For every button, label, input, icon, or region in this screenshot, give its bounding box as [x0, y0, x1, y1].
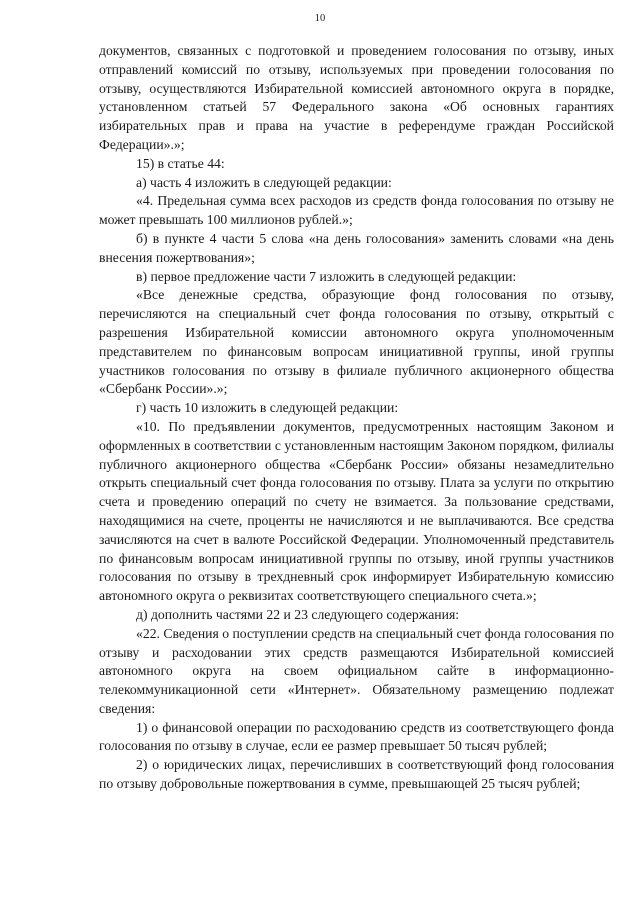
- paragraph-subitem-a: а) часть 4 изложить в следующей редакции:: [136, 174, 392, 190]
- paragraph-item-15: 15) в статье 44:: [136, 155, 225, 171]
- paragraph-quote-part-4: «4. Предельная сумма всех расходов из средств фонда голосования по отзыву не может превышать 100 миллионов рублей.»;: [99, 193, 614, 228]
- page-number: 10: [314, 13, 326, 24]
- paragraph-subitem-v: в) первое предложение части 7 изложить в следующей редакции:: [136, 268, 517, 284]
- paragraph-quote-part-22: «22. Сведения о поступлении средств на специальный счет фонда голосования по отзыву и расходовании этих средств размещаются Избирательной комиссией автономного округа на своем официальном сайте в информационно-телекоммуникационной сети «Интернет». Обязательному размещению подлежат сведения:: [99, 625, 614, 716]
- paragraph-list-item-2: 2) о юридических лицах, перечисливших в соответствующий фонд голосования по отзыву добровольные пожертвования в сумме, превышающей 25 тысяч рублей;: [99, 757, 614, 792]
- paragraph-subitem-b: б) в пункте 4 части 5 слова «на день голосования» заменить словами «на день внесения пожертвования»;: [99, 230, 614, 265]
- paragraph-subitem-d: д) дополнить частями 22 и 23 следующего содержания:: [136, 606, 460, 622]
- paragraph-list-item-1: 1) о финансовой операции по расходованию средств из соответствующего фонда голосования по отзыву в случае, если ее размер превышает 50 тысяч рублей;: [99, 719, 614, 754]
- paragraph-subitem-g: г) часть 10 изложить в следующей редакции:: [136, 400, 399, 416]
- paragraph-continuation: документов, связанных с подготовкой и проведением голосования по отзыву, иных отправлений комиссий по отзыву, используемых при проведении голосования по отзыву, осуществляются Избирательной комиссией автономного округа в порядке, установленном статьей 57 Федерального закона «Об основных гарантиях избирательных прав и права на участие в референдуме граждан Российской Федерации».»;: [99, 43, 614, 152]
- document-body: [99, 42, 614, 794]
- paragraph-quote-part-7: «Все денежные средства, образующие фонд голосования по отзыву, перечисляются на специальный счет фонда голосования по отзыву, открытый с разрешения Избирательной комиссии автономного округа уполномоченным представителем по финансовым вопросам инициативной группы, иной группы участников голосования по отзыву в филиале публичного акционерного общества «Сбербанк России».»;: [99, 287, 614, 397]
- paragraph-quote-part-10: «10. По предъявлении документов, предусмотренных настоящим Законом и оформленных в соответствии с установленным настоящим Законом порядком, филиалы публичного акционерного общества «Сбербанк России» обязаны незамедлительно открыть специальный счет фонда голосования по отзыву. Плата за услуги по открытию счета и проведению операций по счету не взимается. За пользование средствами, находящимися на счете, проценты не начисляются и не выплачиваются. Все средства зачисляются на счет в валюте Российской Федерации. Уполномоченный представитель по финансовым вопросам инициативной группы по отзыву, иной группы участников голосования по отзыву в трехдневный срок информирует Избирательную комиссию автономного округа о реквизитах соответствующего специального счета.»;: [99, 418, 614, 604]
